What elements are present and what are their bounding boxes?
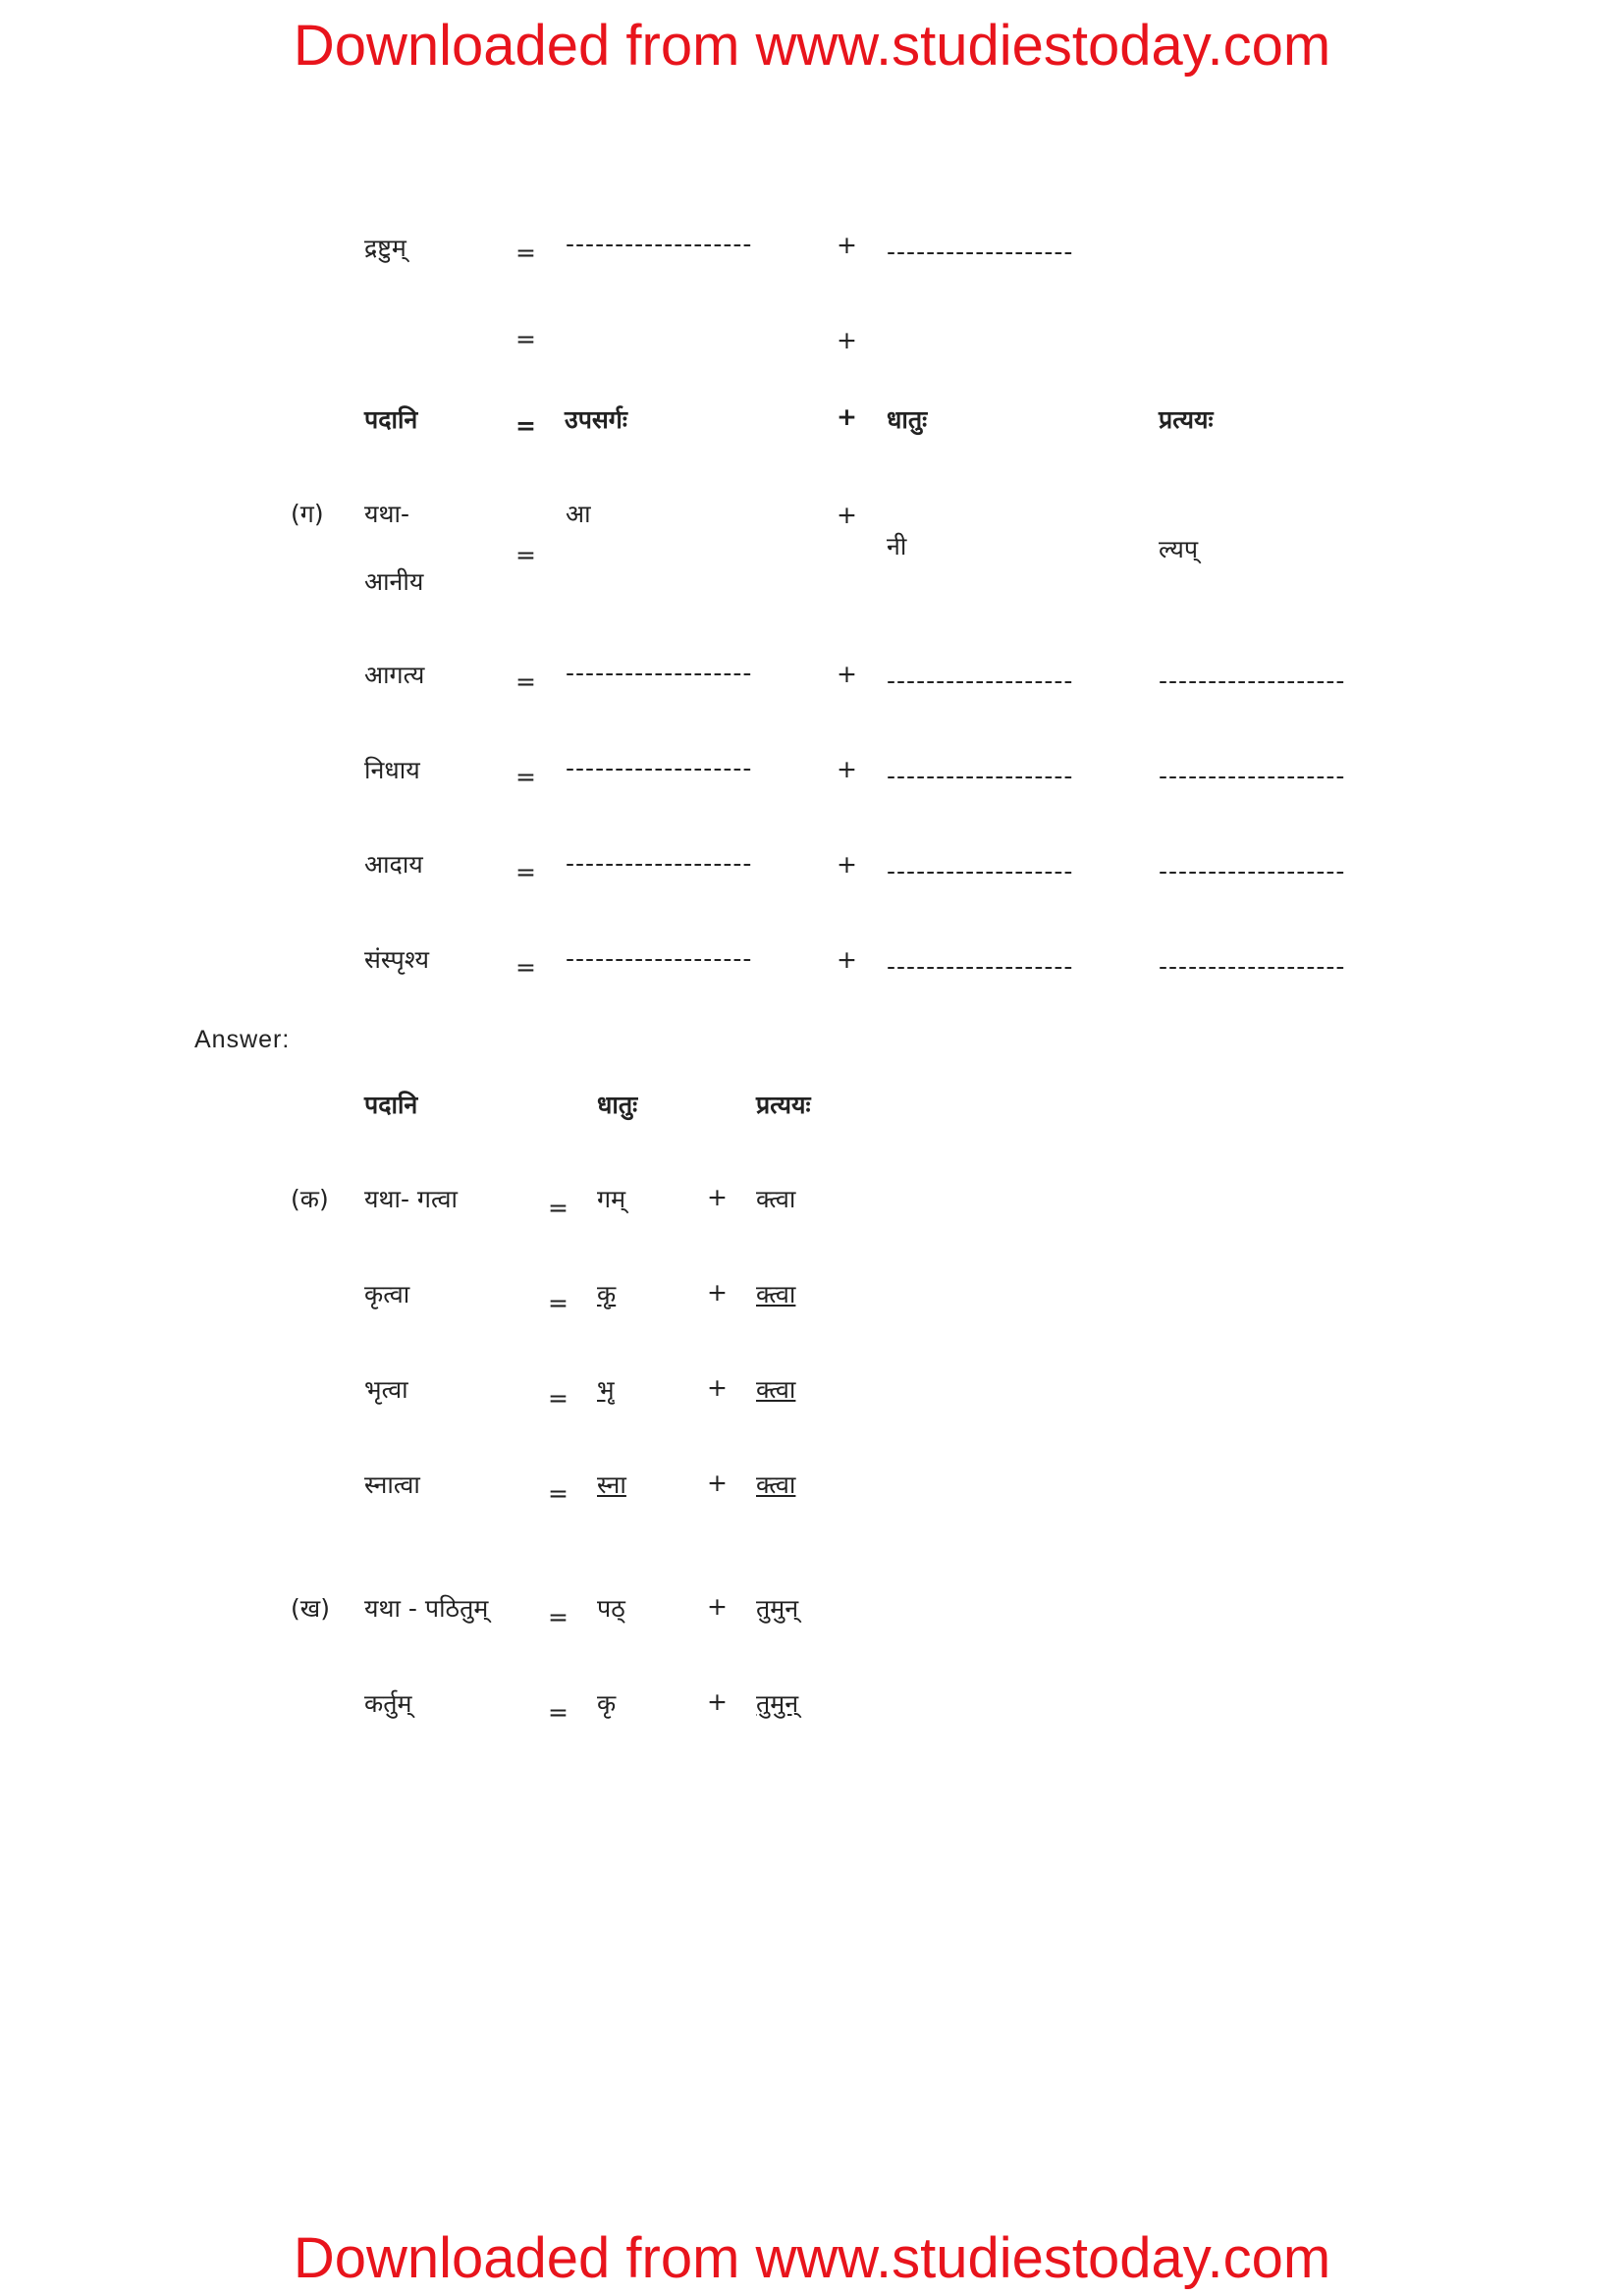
blank-line: ------------------- — [1159, 762, 1346, 790]
answer-dhatu: कृ — [597, 1689, 617, 1718]
answer-pratyaya: क्त्वा — [756, 1470, 796, 1499]
answer-dhatu: कृ — [597, 1280, 617, 1308]
plus-sign: + — [837, 501, 857, 529]
header-plus: + — [837, 402, 857, 431]
plus-sign: + — [837, 660, 857, 688]
plus-sign: + — [837, 945, 857, 974]
row-word: आगत्य — [364, 661, 425, 689]
answer-label: Answer: — [194, 1026, 291, 1053]
answer-word: यथा - पठितुम् — [364, 1594, 489, 1623]
section-label-ka: (क) — [291, 1185, 329, 1213]
header-equals: = — [515, 411, 536, 440]
equals-sign: = — [548, 1289, 568, 1317]
blank-line: ------------------- — [566, 754, 753, 782]
example-pratyaya: ल्यप् — [1159, 535, 1199, 563]
plus-sign: + — [707, 1373, 728, 1402]
answer-header-padani: पदानि — [364, 1091, 418, 1119]
header-padani: पदानि — [364, 405, 418, 434]
bottom-banner: Downloaded from www.studiestoday.com — [293, 2226, 1331, 2290]
equals-sign: = — [515, 763, 536, 791]
equals-sign: = — [515, 667, 536, 696]
answer-pratyaya: क्त्वा — [756, 1280, 796, 1308]
plus-sign: + — [837, 755, 857, 783]
answer-dhatu: गम् — [597, 1185, 626, 1213]
answer-pratyaya: तुमुन् — [756, 1594, 799, 1623]
example-upsarga: आ — [566, 500, 591, 528]
equals-sign: = — [515, 541, 536, 569]
blank-line: ------------------- — [887, 238, 1074, 266]
row-word: आदाय — [364, 850, 423, 879]
equals-sign: = — [548, 1194, 568, 1222]
blank-line: ------------------- — [566, 849, 753, 878]
blank-line: ------------------- — [887, 667, 1074, 695]
plus-sign: + — [707, 1592, 728, 1621]
blank-line: ------------------- — [887, 857, 1074, 885]
section-label-ga: (ग) — [291, 500, 324, 528]
plus-sign: + — [707, 1278, 728, 1307]
header-pratyaya: प्रत्ययः — [1159, 405, 1214, 434]
answer-header-pratyaya: प्रत्ययः — [756, 1091, 811, 1119]
example-dhatu: नी — [887, 532, 907, 561]
blank-line: ------------------- — [1159, 952, 1346, 981]
top-banner: Downloaded from www.studiestoday.com — [293, 14, 1331, 78]
equals-sign: = — [548, 1479, 568, 1508]
row-word: निधाय — [364, 756, 420, 784]
section-label-kha: (ख) — [291, 1594, 330, 1623]
example-word: आनीय — [364, 567, 424, 596]
answer-header-dhatu: धातुः — [597, 1091, 638, 1119]
answer-word: कृत्वा — [364, 1280, 410, 1308]
answer-dhatu: भृ — [597, 1375, 615, 1404]
blank-line: ------------------- — [887, 952, 1074, 981]
equals-sign: = — [548, 1384, 568, 1413]
blank-line: ------------------- — [566, 659, 753, 687]
answer-word: यथा- गत्वा — [364, 1185, 458, 1213]
plus-sign: + — [837, 326, 857, 354]
answer-pratyaya: क्त्वा — [756, 1185, 796, 1213]
blank-line: ------------------- — [566, 944, 753, 973]
equals-sign: = — [548, 1698, 568, 1727]
answer-dhatu: पठ् — [597, 1594, 625, 1623]
plus-sign: + — [707, 1183, 728, 1211]
plus-sign: + — [837, 231, 857, 259]
blank-line: ------------------- — [566, 230, 753, 258]
header-upsarga: उपसर्गः — [565, 405, 627, 434]
answer-word: स्नात्वा — [364, 1470, 420, 1499]
answer-pratyaya: तुमुन् — [756, 1689, 799, 1718]
answer-word: भृत्वा — [364, 1375, 408, 1404]
word-drashtum: द्रष्टुम् — [364, 234, 406, 262]
plus-sign: + — [707, 1687, 728, 1716]
equals-sign: = — [548, 1603, 568, 1631]
equals-sign: = — [515, 953, 536, 982]
answer-dhatu: स्ना — [597, 1470, 626, 1499]
equals-sign: = — [515, 325, 536, 353]
blank-line: ------------------- — [887, 762, 1074, 790]
example-yatha: यथा- — [364, 500, 409, 528]
blank-line: ------------------- — [1159, 667, 1346, 695]
answer-pratyaya: क्त्वा — [756, 1375, 796, 1404]
header-dhatu: धातुः — [887, 405, 928, 434]
plus-sign: + — [837, 850, 857, 879]
equals-sign: = — [515, 239, 536, 267]
answer-word: कर्तुम् — [364, 1689, 412, 1718]
row-word: संस्पृश्य — [364, 945, 429, 974]
blank-line: ------------------- — [1159, 857, 1346, 885]
plus-sign: + — [707, 1468, 728, 1497]
equals-sign: = — [515, 858, 536, 886]
